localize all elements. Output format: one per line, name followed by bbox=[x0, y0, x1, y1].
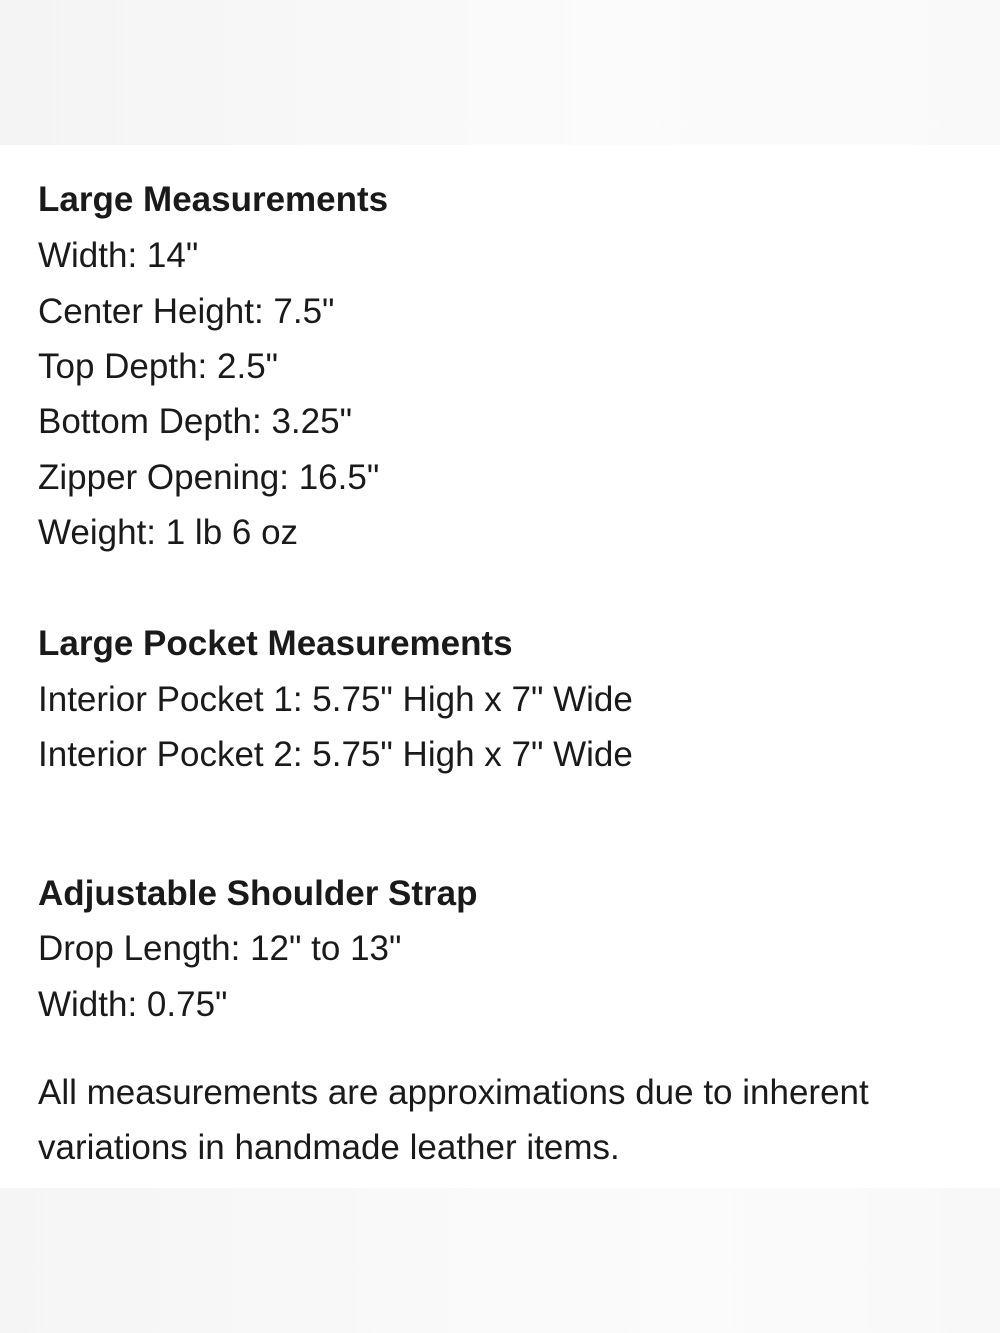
measurements-panel bbox=[0, 145, 1000, 1188]
large-top-depth: Top Depth: 2.5" bbox=[38, 347, 279, 386]
shoulder-strap-heading: Adjustable Shoulder Strap bbox=[38, 874, 478, 913]
interior-pocket-1: Interior Pocket 1: 5.75" High x 7" Wide bbox=[38, 680, 633, 719]
interior-pocket-2: Interior Pocket 2: 5.75" High x 7" Wide bbox=[38, 735, 633, 774]
top-background-band bbox=[0, 0, 1000, 145]
large-measurements-heading: Large Measurements bbox=[38, 180, 389, 219]
strap-drop-length: Drop Length: 12" to 13" bbox=[38, 929, 402, 968]
large-center-height: Center Height: 7.5" bbox=[38, 292, 335, 331]
bottom-background-band bbox=[0, 1188, 1000, 1333]
strap-width: Width: 0.75" bbox=[38, 985, 228, 1024]
pocket-measurements-heading: Large Pocket Measurements bbox=[38, 624, 513, 663]
large-bottom-depth: Bottom Depth: 3.25" bbox=[38, 402, 352, 441]
large-zipper-opening: Zipper Opening: 16.5" bbox=[38, 458, 380, 497]
approximation-note: All measurements are approximations due to inherent variations in handmade leather items. bbox=[38, 1073, 869, 1167]
large-width: Width: 14" bbox=[38, 236, 199, 275]
large-weight: Weight: 1 lb 6 oz bbox=[38, 513, 299, 552]
